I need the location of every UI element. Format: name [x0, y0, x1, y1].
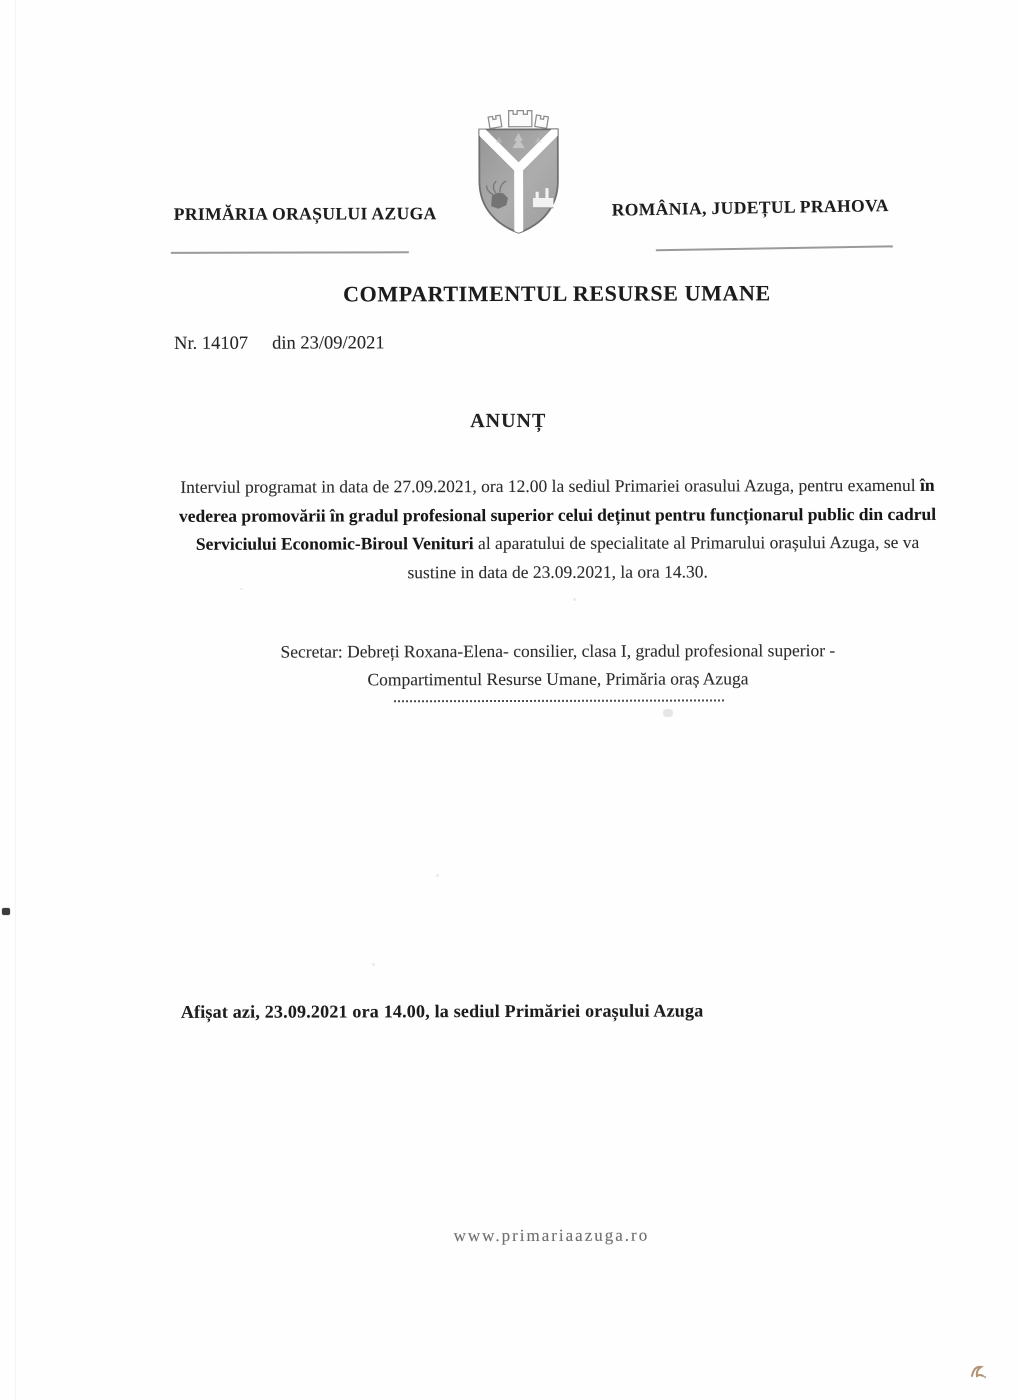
scan-edge-line [15, 0, 16, 1400]
registration-number: Nr. 14107 [174, 333, 249, 354]
announcement-body [177, 471, 937, 587]
mural-crown [488, 111, 548, 129]
announcement-heading: ANUNȚ [470, 409, 547, 433]
body-intro: Interviul programat in data de 27.09.2021, ora 12.00 la sediul Primariei orasului Azuga, pentru examenul [180, 474, 920, 497]
body-outro: al aparatului de specialitate al Primarului orașului Azuga, se va sustine in data de 23.09.2021, la ora 14.30. [407, 531, 920, 582]
scan-speck [663, 709, 673, 717]
header-underline-left [171, 251, 409, 253]
secretary-line-2: Compartimentul Resurse Umane, Primăria oraș Azuga [367, 668, 749, 690]
department-title: COMPARTIMENTUL RESURSE UMANE [343, 280, 771, 307]
secretary-line-1: Secretar: Debreți Roxana-Elena- consilier, clasa I, gradul profesional superior - [280, 640, 836, 662]
issuer-title: PRIMĂRIA ORAȘULUI AZUGA [173, 203, 437, 224]
signature-dotted-line [394, 687, 724, 702]
secretary-block [178, 636, 938, 694]
ink-smudge [968, 1360, 994, 1382]
scan-speck [372, 963, 375, 966]
scan-edge-dot [2, 908, 10, 915]
registration-date: din 23/09/2021 [272, 333, 385, 354]
body-emphasis: în vederea promovării în gradul profesional superior celui deținut pentru funcționarul public din cadrul Serviciului Economic-Biroul Venituri [178, 474, 937, 554]
header-underline-right [656, 245, 893, 250]
website-url: www.primariaazuga.ro [453, 1225, 650, 1246]
scan-speck [436, 874, 439, 877]
registration-line [174, 333, 385, 355]
scan-speck [240, 588, 243, 590]
scan-speck [573, 598, 576, 601]
country-county-title: ROMÂNIA, JUDEȚUL PRAHOVA [611, 195, 890, 220]
posted-line: Afișat azi, 23.09.2021 ora 14.00, la sediul Primăriei orașului Azuga [180, 1000, 704, 1022]
azuga-coat-of-arms-icon [460, 108, 576, 240]
